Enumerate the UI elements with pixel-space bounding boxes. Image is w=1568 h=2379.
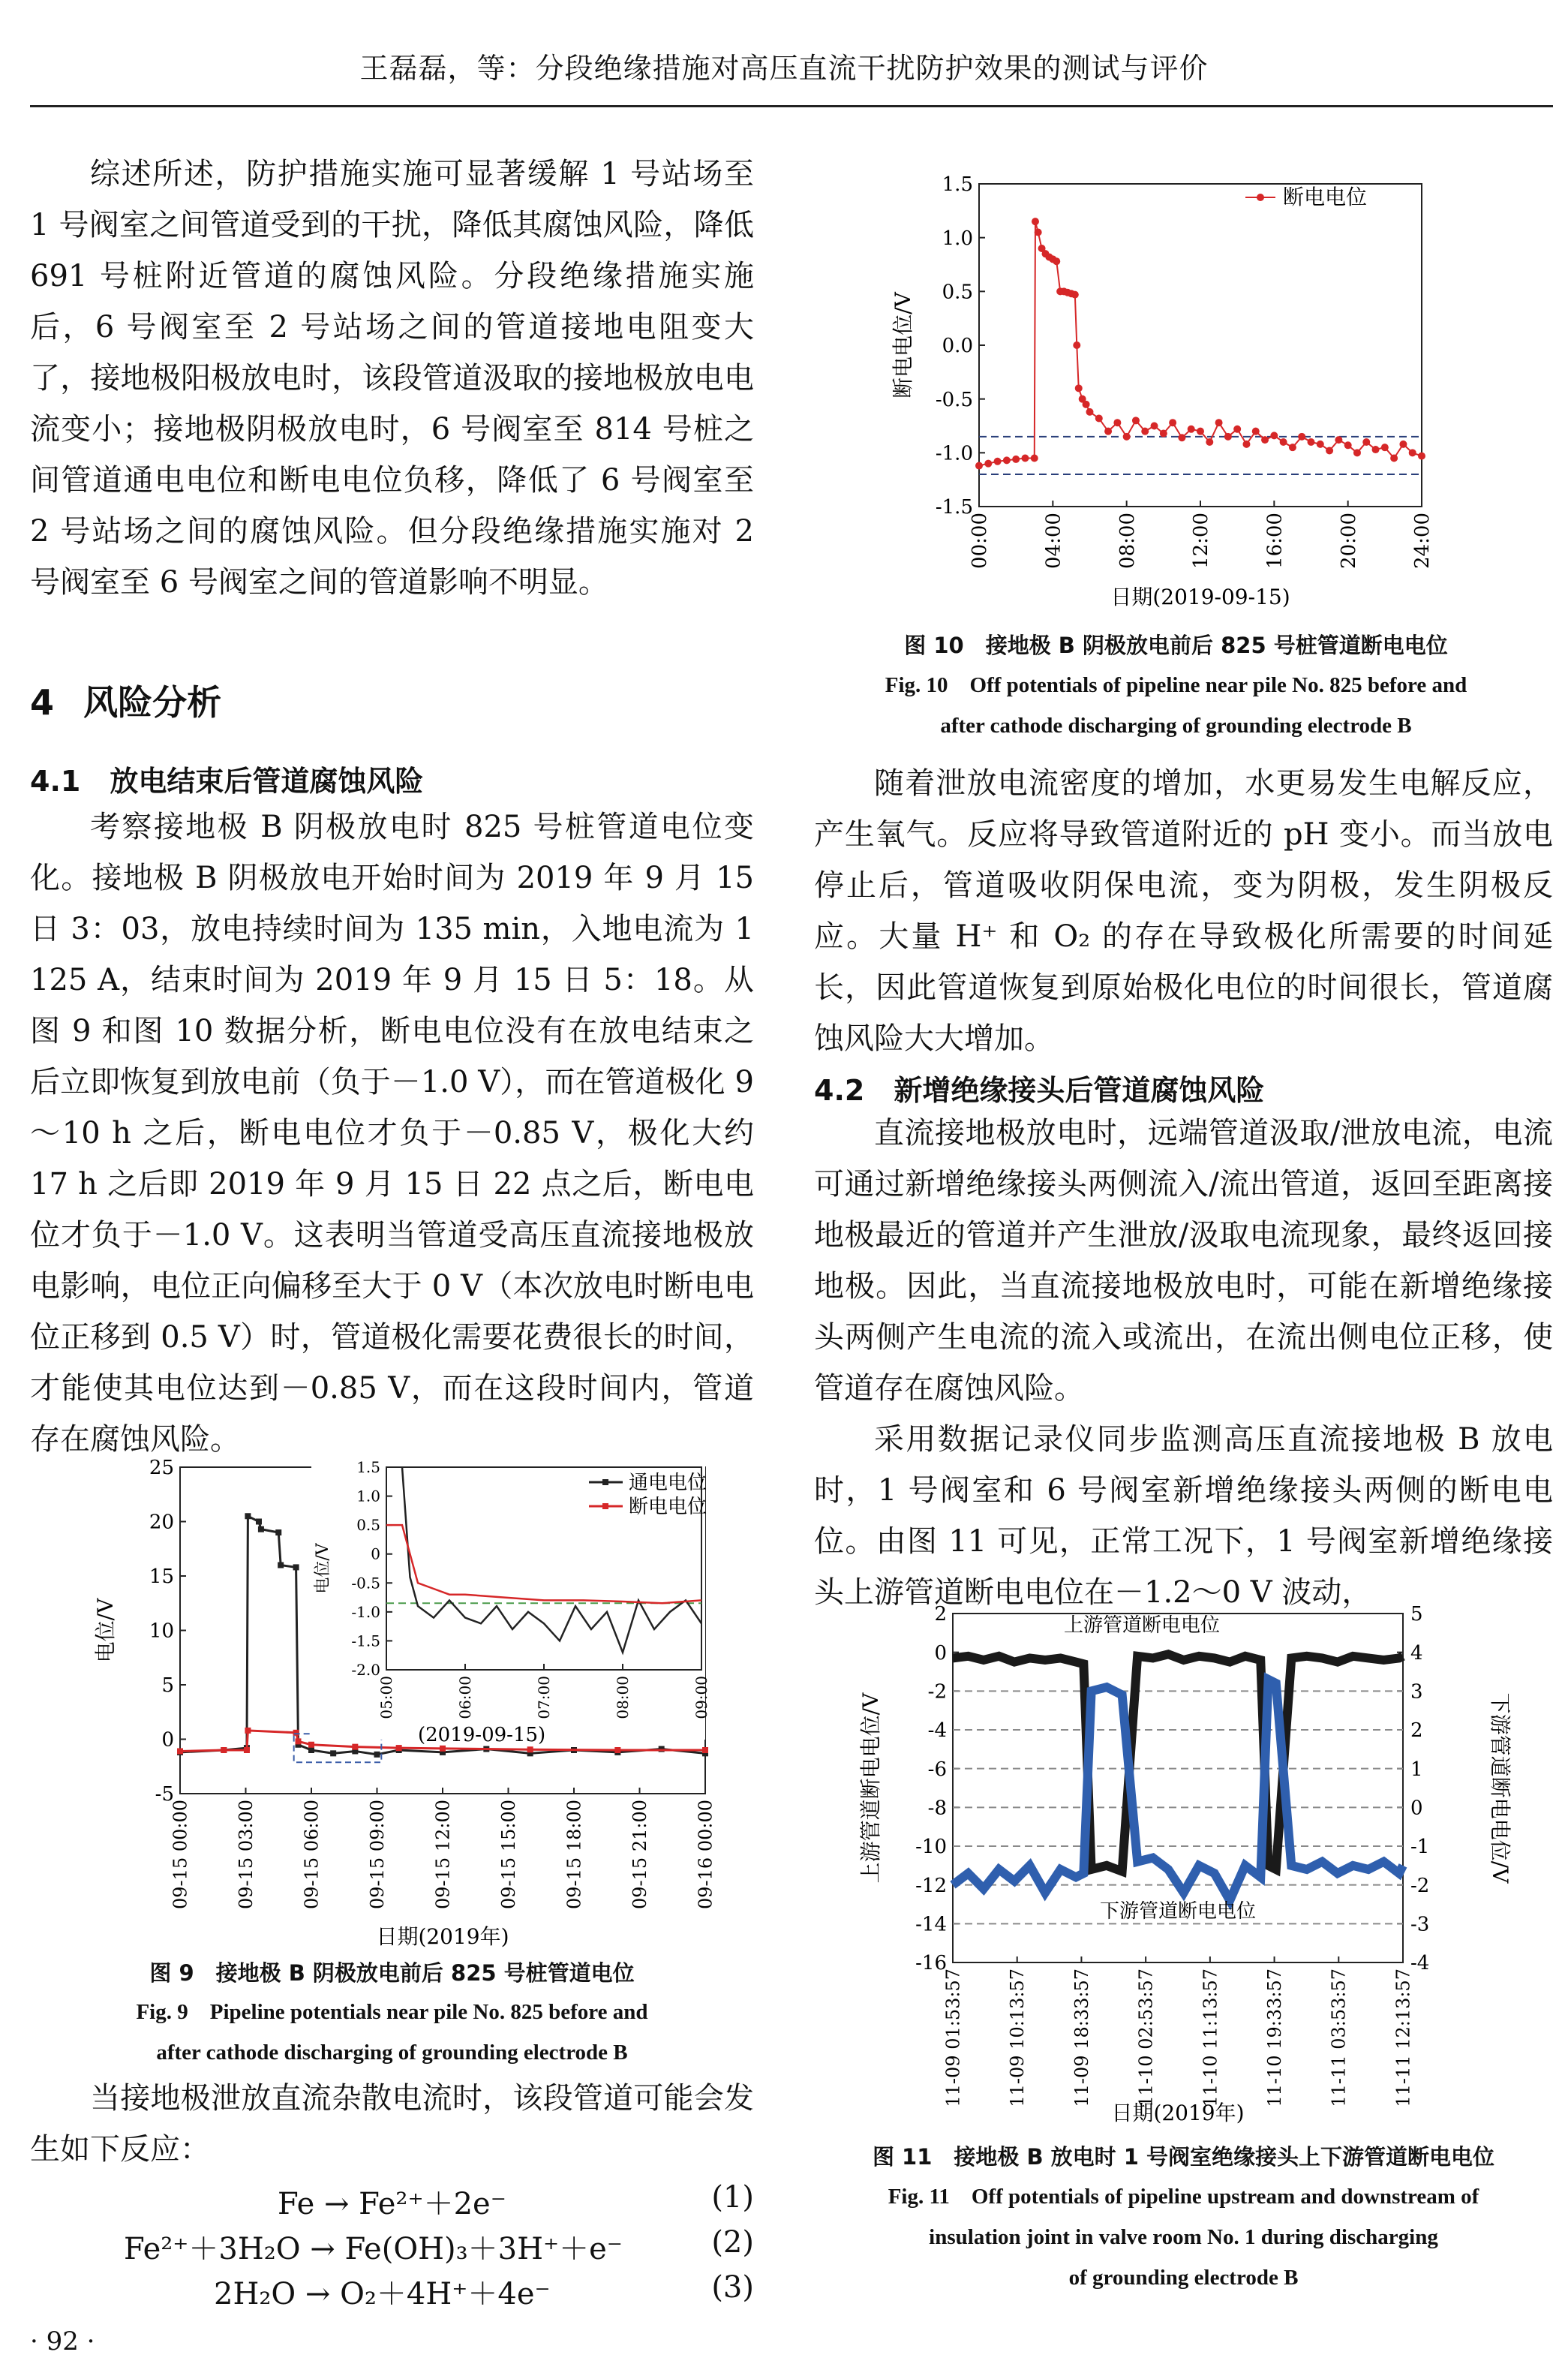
fig9-inset-y-label: -1.0: [351, 1602, 380, 1621]
equation-3: [30, 2270, 754, 2315]
figure-10-caption-en-2: after cathode discharging of grounding electrode B: [940, 714, 1412, 738]
figure-10-caption-en-1: Fig. 10 Off potentials of pipeline near pile No. 825 before and: [885, 673, 1467, 697]
fig9-series-point: [221, 1747, 227, 1753]
fig11-y-left-label: -2: [927, 1680, 947, 1704]
figure-9-chart: [90, 1448, 780, 1951]
section-4-heading: [30, 675, 754, 725]
fig9-inset-y-label: 0.5: [356, 1516, 380, 1535]
fig9-x-label: 09-15 21:00: [629, 1800, 650, 1909]
fig10-series-point: [1335, 436, 1342, 444]
fig9-series-point: [440, 1746, 446, 1752]
fig10-series-point: [1197, 428, 1204, 435]
figure-9-caption-en-1: Fig. 9 Pipeline potentials near pile No. 825 before and: [136, 2000, 648, 2024]
fig10-series-point: [1086, 408, 1094, 416]
fig9-legend-label: 断电电位: [629, 1496, 707, 1518]
page-number: · 92 ·: [30, 2326, 95, 2356]
fig10-series-point: [1151, 423, 1158, 430]
equation-1: [30, 2180, 754, 2225]
fig9-inset-y-title: 电位/V: [314, 1543, 332, 1594]
fig10-series-point: [1160, 430, 1167, 438]
fig9-series-point: [374, 1752, 380, 1758]
fig11-x-axis-title: 日期(2019年): [1111, 2101, 1245, 2125]
fig10-series-point: [1053, 257, 1060, 265]
fig9-series-point: [296, 1738, 302, 1744]
equation-3-body: 2H₂O → O₂＋4H⁺＋4e⁻: [214, 2277, 551, 2311]
subsection-title: 放电结束后管道腐蚀风险: [110, 765, 424, 798]
fig9-inset-x-label: 06:00: [456, 1676, 474, 1719]
figure-10-chart: [882, 161, 1452, 615]
fig9-series-point: [275, 1529, 281, 1535]
fig10-x-label: 20:00: [1337, 513, 1360, 569]
fig9-x-label: 09-15 06:00: [301, 1800, 323, 1909]
fig9-series-point: [308, 1747, 314, 1753]
fig9-y-label: 25: [149, 1457, 174, 1480]
fig10-series-point: [1289, 444, 1296, 451]
fig9-inset-y-label: -0.5: [351, 1574, 380, 1593]
fig10-y-label: 0.0: [942, 335, 973, 358]
fig10-series-point: [1242, 441, 1250, 448]
fig10-series-point: [1095, 414, 1103, 422]
fig10-series-point: [1032, 218, 1039, 225]
subsection-4-2-heading: [814, 1067, 1553, 1108]
fig9-inset-y-label: 1.5: [356, 1458, 380, 1476]
equation-3-number: (3): [711, 2270, 754, 2305]
fig9-y-label: 5: [161, 1674, 174, 1698]
fig9-inset-x-label: 08:00: [614, 1676, 632, 1719]
fig11-y-right-label: -1: [1410, 1836, 1430, 1859]
fig11-y-left-label: -14: [915, 1913, 947, 1936]
running-title: 王磊磊，等：分段绝缘措施对高压直流干扰防护效果的测试与评价: [359, 52, 1209, 85]
fig9-series-point: [245, 1513, 251, 1519]
fig10-series-point: [1206, 438, 1213, 446]
fig10-legend-marker: [1257, 194, 1264, 201]
figure-11-caption-en-1: Fig. 11 Off potentials of pipeline upstream and downstream of: [888, 2185, 1479, 2209]
fig11-y-right-label: 2: [1410, 1719, 1423, 1743]
fig10-series-point: [1083, 401, 1090, 408]
fig9-y-label: -5: [155, 1783, 174, 1806]
fig10-x-label: 08:00: [1116, 513, 1139, 569]
fig9-x-label: 09-15 09:00: [366, 1800, 388, 1909]
figure-11-caption-cn: 图 11 接地极 B 放电时 1 号阀室绝缘接头上下游管道断电电位: [872, 2144, 1495, 2170]
fig10-series-point: [975, 462, 983, 470]
fig10-legend-label: 断电电位: [1283, 185, 1368, 209]
fig10-series-point: [1280, 438, 1287, 446]
fig10-series-point: [1270, 432, 1278, 439]
section-number: 4: [30, 682, 55, 723]
fig11-y-left-label: -10: [915, 1836, 947, 1859]
fig9-legend-label: 通电电位: [629, 1472, 707, 1494]
fig10-series-point: [1344, 441, 1352, 449]
fig9-x-label: 09-15 00:00: [170, 1800, 191, 1909]
figure-9-caption-en-2: after cathode discharging of grounding electrode B: [156, 2041, 628, 2065]
fig9-series-point: [278, 1562, 284, 1568]
fig9-x-axis-title: 日期(2019年): [376, 1924, 509, 1949]
fig11-x-label: 11-10 11:13:57: [1200, 1968, 1221, 2107]
fig9-series-point: [256, 1519, 262, 1525]
figure-9-caption-cn: 图 9 接地极 B 阴极放电前后 825 号桩管道电位: [149, 1960, 635, 1986]
fig9-x-label: 09-15 03:00: [235, 1800, 257, 1909]
fig11-x-label: 11-09 18:33:57: [1071, 1968, 1092, 2107]
fig10-series-point: [1215, 419, 1223, 426]
fig11-y-right-label: -3: [1410, 1913, 1430, 1936]
fig10-series-point: [1326, 447, 1333, 454]
para-leak: 随着泄放电流密度的增加，水更易发生电解反应，产生氧气。反应将导致管道附近的 pH 变小。而当放电停止后，管道吸收阴保电流，变为阴极，发生阴极反应。大量 H⁺ 和 O₂ 的存在导致极化所需要的时间延长，因此管道恢复到原始极化电位的时间很长，管道腐蚀风险大大增加。: [814, 766, 1553, 1056]
fig10-x-label: 04:00: [1042, 513, 1065, 569]
fig11-x-label: 11-09 10:13:57: [1007, 1968, 1029, 2107]
fig10-series-point: [1252, 428, 1260, 435]
subsection-4-1-heading: [30, 758, 754, 799]
fig10-series-point: [1073, 341, 1080, 349]
fig9-series-point: [293, 1730, 299, 1736]
fig11-y-left-label: -12: [915, 1874, 947, 1897]
fig10-series-point: [1372, 446, 1380, 453]
fig9-legend-marker: [602, 1479, 608, 1485]
fig11-y-left-label: -16: [915, 1952, 947, 1975]
fig9-inset-x-label: 07:00: [535, 1676, 553, 1719]
para-4-1: 考察接地极 B 阴极放电时 825 号桩管道电位变化。接地极 B 阴极放电开始时间为 2019 年 9 月 15 日 3：03，放电持续时间为 135 min，入地电流为 1 125 A，结束时间为 2019 年 9 月 15 日 5：18。从图 9 和图 10 数据分析，断电电位没有在放电结束之后立即恢复到放电前（负于－1.0 V），而在管道极化 9～10 h 之后，断电电位才负于－0.85 V，极化大约 17 h 之后即 2019 年 9 月 15 日 22 点之后，断电电位才负于－1.0 V。这表明当管道受高压直流接地极放电影响，电位正向偏移至大于 0 V（本次放电时断电电位正移到 0.5 V）时，管道极化需要花费很长的时间，才能使其电位达到－0.85 V，而在这段时间内，管道存在腐蚀风险。: [30, 810, 754, 1457]
subsection-number: 4.1: [30, 765, 81, 798]
fig10-series-point: [1399, 441, 1407, 448]
equation-1-body: Fe → Fe²⁺＋2e⁻: [278, 2187, 506, 2221]
para-4-2-b: 采用数据记录仪同步监测高压直流接地极 B 放电时，1 号阀室和 6 号阀室新增绝缘接头两侧的断电电位。由图 11 可见，正常工况下，1 号阀室新增绝缘接头上游管道断电电位在－1.2～0 V 波动，: [814, 1422, 1553, 1610]
fig11-series-band: [953, 1680, 1403, 1901]
para-4-2-a: 直流接地极放电时，远端管道汲取/泄放电流，电流可通过新增绝缘接头两侧流入/流出管道，返回至距离接地极最近的管道并产生泄放/汲取电流现象，最终返回接地极。因此，当直流接地极放电时，可能在新增绝缘接头两侧产生电流的流入或流出，在流出侧电位正移，使管道存在腐蚀风险。: [814, 1116, 1553, 1406]
fig10-plot-frame: [979, 184, 1422, 507]
fig10-series-point: [1317, 441, 1324, 448]
fig10-x-label: 00:00: [969, 513, 992, 569]
fig10-y-label: -0.5: [935, 388, 973, 411]
fig10-series-point: [1031, 455, 1038, 462]
fig9-inset-y-label: -2.0: [351, 1661, 380, 1679]
fig11-x-label: 11-11 12:13:57: [1392, 1968, 1414, 2107]
fig9-series-point: [245, 1728, 251, 1734]
fig9-y-label: 15: [149, 1565, 174, 1589]
subsection-title: 新增绝缘接头后管道腐蚀风险: [894, 1074, 1265, 1107]
fig11-y-right-label: 5: [1410, 1603, 1423, 1626]
fig10-series-point: [1188, 426, 1195, 433]
fig11-y-left-title: 上游管道断电电位/V: [858, 1692, 883, 1884]
fig10-series-point: [1362, 438, 1370, 446]
fig9-x-label: 09-15 12:00: [432, 1800, 454, 1909]
fig10-series-point: [1261, 436, 1269, 444]
fig10-series-point: [1224, 433, 1232, 441]
fig10-series-point: [1035, 229, 1042, 236]
left-col-body: [30, 802, 754, 1465]
fig11-x-label: 11-09 01:53:57: [942, 1968, 964, 2107]
fig11-y-left-label: 0: [934, 1641, 947, 1665]
fig9-series-point: [352, 1744, 358, 1750]
fig9-inset-y-label: 0: [371, 1544, 380, 1563]
fig9-inset-date: (2019-09-15): [418, 1724, 546, 1746]
fig10-series-point: [1012, 456, 1020, 463]
fig10-series-point: [1075, 384, 1083, 392]
header-rule: [30, 105, 1553, 107]
fig11-y-left-label: 2: [934, 1603, 947, 1626]
fig9-x-label: 09-16 00:00: [695, 1800, 716, 1909]
fig10-series-point: [1418, 453, 1425, 460]
fig9-series-point: [293, 1564, 299, 1570]
fig11-y-right-label: -4: [1410, 1952, 1430, 1975]
fig11-x-label: 11-11 03:53:57: [1328, 1968, 1350, 2107]
fig9-series-point: [308, 1742, 314, 1748]
fig9-series-point: [177, 1748, 183, 1754]
fig10-y-label: 1.0: [942, 227, 973, 250]
fig11-x-label: 11-10 19:33:57: [1263, 1968, 1285, 2107]
fig10-series-point: [1381, 444, 1389, 451]
figure-11-caption-en-3: of grounding electrode B: [1068, 2266, 1299, 2290]
fig11-y-left-label: -4: [927, 1719, 947, 1743]
fig10-y-label: 0.5: [942, 281, 973, 304]
fig10-x-label: 12:00: [1190, 513, 1213, 569]
left-col-top: [30, 149, 754, 608]
fig10-x-axis-title: 日期(2019-09-15): [1110, 585, 1290, 609]
fig11-y-right-label: 1: [1410, 1758, 1423, 1781]
fig9-series-point: [614, 1747, 620, 1753]
fig10-x-label: 16:00: [1263, 513, 1287, 569]
fig10-y-label: -1.5: [935, 496, 973, 519]
fig10-y-label: 1.5: [942, 173, 973, 197]
right-col-body: [814, 1108, 1553, 1618]
fig10-y-label: -1.0: [935, 442, 973, 465]
equation-2: [30, 2225, 754, 2270]
subsection-number: 4.2: [814, 1074, 865, 1107]
fig11-y-left-label: -6: [927, 1758, 947, 1781]
right-col-top: [814, 758, 1553, 1064]
fig9-series-point: [244, 1747, 250, 1753]
fig9-series-point: [702, 1747, 708, 1753]
fig9-y-axis-title: 电位/V: [93, 1598, 118, 1663]
fig10-series-point: [1141, 428, 1149, 435]
fig10-series-point: [1233, 426, 1241, 433]
fig11-y-right-title: 下游管道断电电位/V: [1488, 1692, 1512, 1884]
para-summary: 综述所述，防护措施实施可显著缓解 1 号站场至 1 号阀室之间管道受到的干扰，降低其腐蚀风险，降低 691 号桩附近管道的腐蚀风险。分段绝缘措施实施后，6 号阀室至 2 号站场之间的管道接地电阻变大了，接地极阳极放电时，该段管道汲取的接地极放电电流变小；接地极阴极放电时，6 号阀室至 814 号桩之间管道通电电位和断电电位负移，降低了 6 号阀室至 2 号站场之间的腐蚀风险。但分段绝缘措施实施对 2 号阀室至 6 号阀室之间的管道影响不明显。: [30, 157, 754, 600]
equation-2-number: (2): [711, 2225, 754, 2260]
fig10-x-label: 24:00: [1411, 513, 1434, 569]
fig11-y-right-label: 4: [1410, 1641, 1423, 1665]
fig9-y-label: 10: [149, 1620, 174, 1643]
fig9-legend-marker: [602, 1503, 608, 1509]
fig11-x-label: 11-10 02:53:57: [1135, 1968, 1157, 2107]
fig10-series-point: [1353, 449, 1361, 456]
left-col-reactions: [30, 2073, 754, 2175]
fig10-series-point: [1132, 417, 1140, 424]
fig9-inset-y-label: 1.0: [356, 1487, 380, 1505]
para-reactions: 当接地极泄放直流杂散电流时，该段管道可能会发生如下反应：: [30, 2081, 754, 2167]
fig11-y-right-label: 0: [1410, 1797, 1423, 1820]
fig11-y-right-label: -2: [1410, 1874, 1430, 1897]
fig9-series-point: [396, 1745, 402, 1751]
fig9-series-point: [258, 1526, 264, 1532]
figure-11-chart: [855, 1591, 1515, 2131]
fig10-series-point: [1104, 428, 1112, 435]
fig11-y-right-label: 3: [1410, 1680, 1423, 1704]
fig9-inset-y-label: -1.5: [351, 1632, 380, 1650]
figure-11-caption-en-2: insulation joint in valve room No. 1 during discharging: [929, 2225, 1438, 2249]
section-title: 风险分析: [83, 682, 222, 723]
fig11-series-band: [953, 1654, 1403, 1871]
fig10-series-point: [1123, 433, 1131, 441]
running-header: [0, 0, 1568, 113]
fig10-y-axis-title: 断电电位/V: [891, 292, 915, 399]
fig9-series-point: [527, 1746, 533, 1752]
fig10-series-point: [1071, 291, 1079, 299]
fig10-series-point: [1003, 456, 1011, 464]
fig9-inset-x-label: 09:00: [692, 1676, 710, 1719]
fig10-series-point: [994, 458, 1002, 465]
fig11-annotation-upstream: 上游管道断电电位: [1063, 1614, 1221, 1637]
fig9-x-label: 09-15 15:00: [497, 1800, 519, 1909]
fig9-series-point: [330, 1750, 336, 1756]
equation-1-number: (1): [711, 2180, 754, 2215]
fig10-series-point: [1308, 438, 1315, 446]
fig10-series-point: [1178, 434, 1185, 441]
fig9-y-label: 0: [161, 1728, 174, 1752]
fig9-y-label: 20: [149, 1511, 174, 1534]
fig10-series-point: [1298, 433, 1305, 441]
fig10-series-point: [1113, 419, 1121, 426]
fig11-annotation-downstream: 下游管道断电电位: [1099, 1900, 1257, 1923]
fig11-y-left-label: -8: [927, 1797, 947, 1820]
fig9-inset-x-label: 05:00: [377, 1676, 395, 1719]
fig10-series-point: [1390, 455, 1398, 462]
fig9-x-label: 09-15 18:00: [563, 1800, 585, 1909]
figure-10-caption-cn: 图 10 接地极 B 阴极放电前后 825 号桩管道断电电位: [904, 633, 1448, 658]
fig10-series-point: [984, 460, 992, 468]
fig10-series-point: [1409, 449, 1416, 456]
fig10-series-point: [1169, 419, 1176, 426]
fig10-series-point: [1021, 455, 1029, 462]
equation-2-body: Fe²⁺＋3H₂O → Fe(OH)₃＋3H⁺＋e⁻: [124, 2232, 623, 2266]
